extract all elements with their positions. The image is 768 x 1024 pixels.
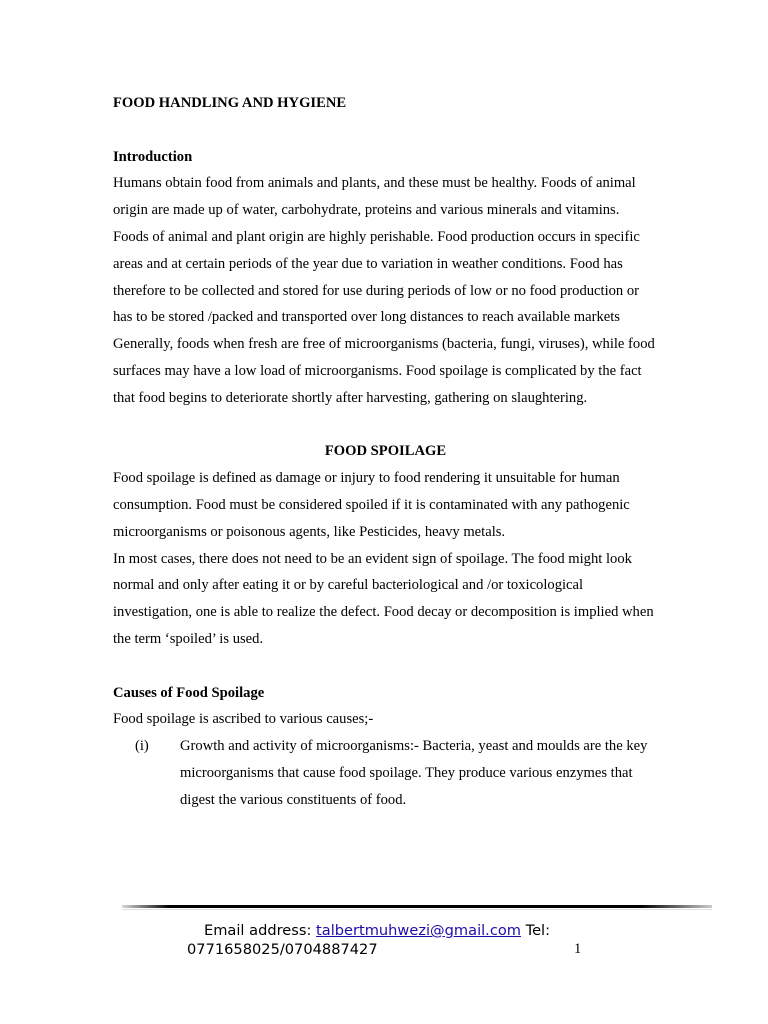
- list-item-text: Growth and activity of microorganisms:- Bacteria, yeast and moulds are the key microorganisms that cause food spoilage. They produce various enzymes that digest the various constituents of food.: [180, 738, 648, 808]
- spoilage-heading: FOOD SPOILAGE: [324, 443, 447, 460]
- document-body: [113, 90, 658, 814]
- email-label: Email address:: [204, 922, 317, 939]
- intro-paragraph-2: Generally, foods when fresh are free of microorganisms (bacteria, fungi, viruses), while food surfaces may have a low load of microorganisms. Food spoilage is complicated by the fact that food begins to deteriorate shortly after harvesting, gathering on slaughtering.: [113, 336, 655, 406]
- page-number: 1: [574, 941, 582, 957]
- causes-heading: Causes of Food Spoilage: [113, 684, 265, 701]
- spacer: [113, 117, 658, 144]
- document-title: FOOD HANDLING AND HYGIENE: [113, 95, 347, 111]
- footer: [187, 921, 587, 959]
- list-marker: (i): [135, 738, 149, 755]
- spoilage-paragraph-2: In most cases, there does not need to be an evident sign of spoilage. The food might look normal and only after eating it or by careful bacteriological and /or toxicological investigation, one is able to realize the defect. Food decay or decomposition is implied when the term ‘spoiled’ is used.: [113, 550, 654, 647]
- phone-numbers: 0771658025/0704887427: [187, 941, 378, 958]
- footer-divider: [122, 905, 712, 908]
- email-link[interactable]: talbertmuhwezi@gmail.com: [316, 922, 521, 939]
- footer-divider-shadow: [122, 909, 712, 910]
- tel-label: Tel:: [521, 922, 551, 939]
- intro-heading: Introduction: [113, 148, 193, 165]
- intro-paragraph-1: Humans obtain food from animals and plants, and these must be healthy. Foods of animal origin are made up of water, carbohydrate, proteins and various minerals and vitamins. Foods of animal and plant origin are highly perishable. Food production occurs in specific areas and at certain periods of the year due to variation in weather conditions. Food has therefore to be collected and stored for use during periods of low or no food production or has to be stored /packed and transported over long distances to reach available markets: [113, 175, 640, 326]
- footer-contact-line: [187, 921, 587, 940]
- causes-intro: Food spoilage is ascribed to various causes;-: [113, 711, 374, 728]
- spacer: [113, 412, 658, 439]
- spoilage-paragraph-1: Food spoilage is defined as damage or injury to food rendering it unsuitable for human consumption. Food must be considered spoiled if it is contaminated with any pathogenic microorganisms or poisonous agents, like Pesticides, heavy metals.: [113, 470, 630, 540]
- list-item: [113, 733, 658, 813]
- spacer: [113, 653, 658, 680]
